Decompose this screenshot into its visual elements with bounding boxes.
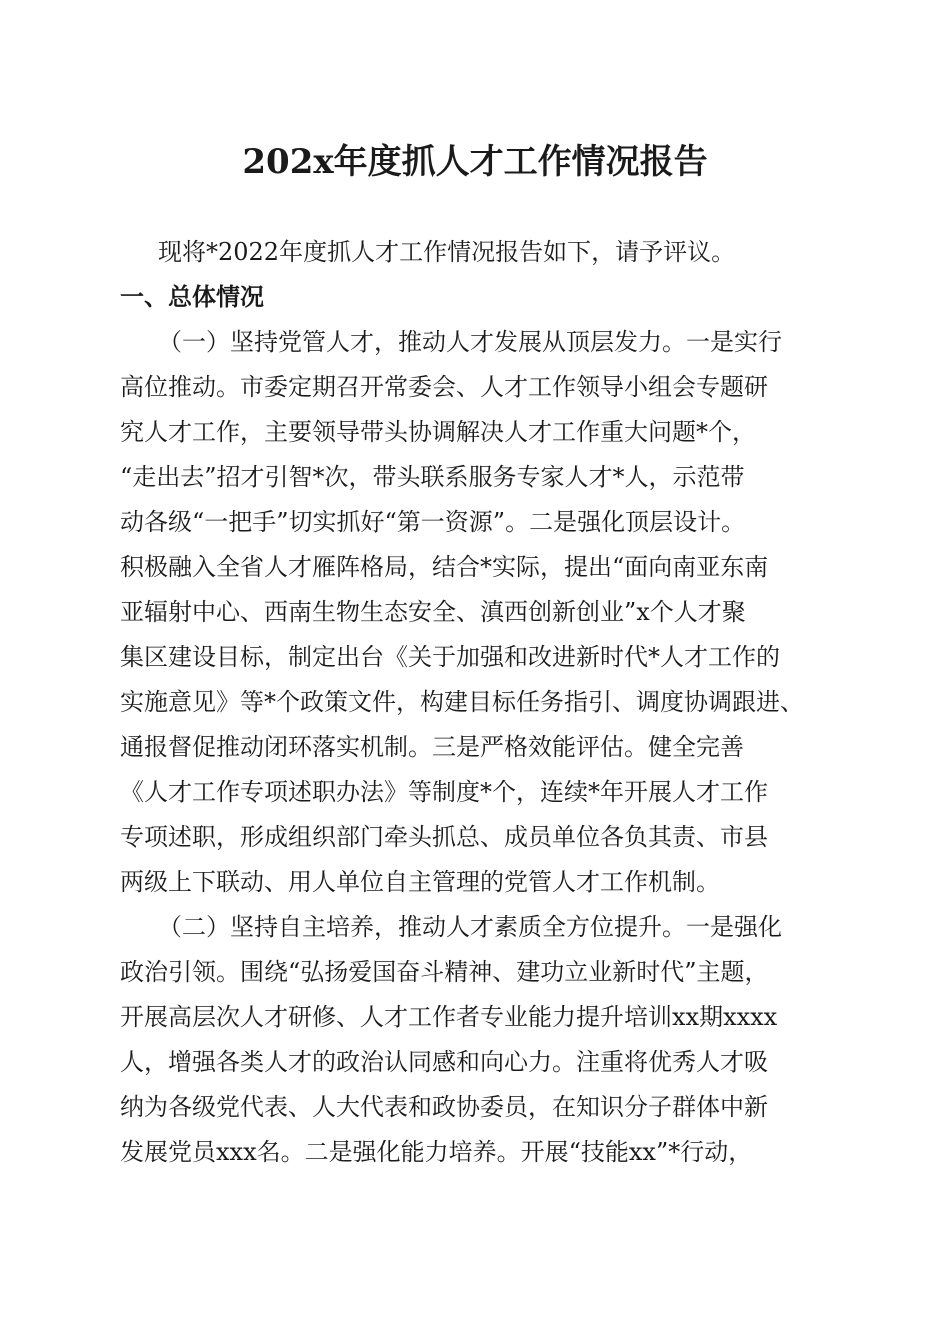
paragraph-line: 究人才工作，主要领导带头协调解决人才工作重大问题*个， [120,418,756,446]
paragraph-line: 动各级“一把手”切实抓好“第一资源”。二是强化顶层设计。 [120,508,746,536]
intro-paragraph: 现将*2022年度抓人才工作情况报告如下，请予评议。 [158,238,736,266]
paragraph-line: （一）坚持党管人才，推动人才发展从顶层发力。一是实行 [158,328,782,356]
paragraph-line: “走出去”招才引智*次，带头联系服务专家人才*人，示范带 [120,463,745,491]
section-heading-overall: 一、总体情况 [120,283,264,311]
paragraph-line: 人，增强各类人才的政治认同感和向心力。注重将优秀人才吸 [120,1048,768,1076]
paragraph-line: 纳为各级党代表、人大代表和政协委员，在知识分子群体中新 [120,1093,768,1121]
paragraph-line: 亚辐射中心、西南生物生态安全、滇西创新创业”x个人才聚 [120,598,746,626]
document-title: 202x年度抓人才工作情况报告 [242,142,708,182]
paragraph-line: 《人才工作专项述职办法》等制度*个，连续*年开展人才工作 [120,778,768,806]
paragraph-line: 政治引领。围绕“弘扬爱国奋斗精神、建功立业新时代”主题， [120,958,769,986]
paragraph-line: 发展党员xxx名。二是强化能力培养。开展“技能xx”*行动， [120,1138,753,1166]
paragraph-line: 积极融入全省人才雁阵格局，结合*实际，提出“面向南亚东南 [120,553,769,581]
paragraph-line: 实施意见》等*个政策文件，构建目标任务指引、调度协调跟进、 [120,688,804,716]
paragraph-line: 专项述职，形成组织部门牵头抓总、成员单位各负其责、市县 [120,823,768,851]
paragraph-line: 开展高层次人才研修、人才工作者专业能力提升培训xx期xxxx [120,1003,778,1031]
paragraph-line: 两级上下联动、用人单位自主管理的党管人才工作机制。 [120,868,720,896]
document-body [120,230,838,1175]
paragraph-line: 集区建设目标，制定出台《关于加强和改进新时代*人才工作的 [120,643,780,671]
paragraph-line: 高位推动。市委定期召开常委会、人才工作领导小组会专题研 [120,373,768,401]
paragraph-line: （二）坚持自主培养，推动人才素质全方位提升。一是强化 [158,913,782,941]
paragraph-line: 通报督促推动闭环落实机制。三是严格效能评估。健全完善 [120,733,744,761]
